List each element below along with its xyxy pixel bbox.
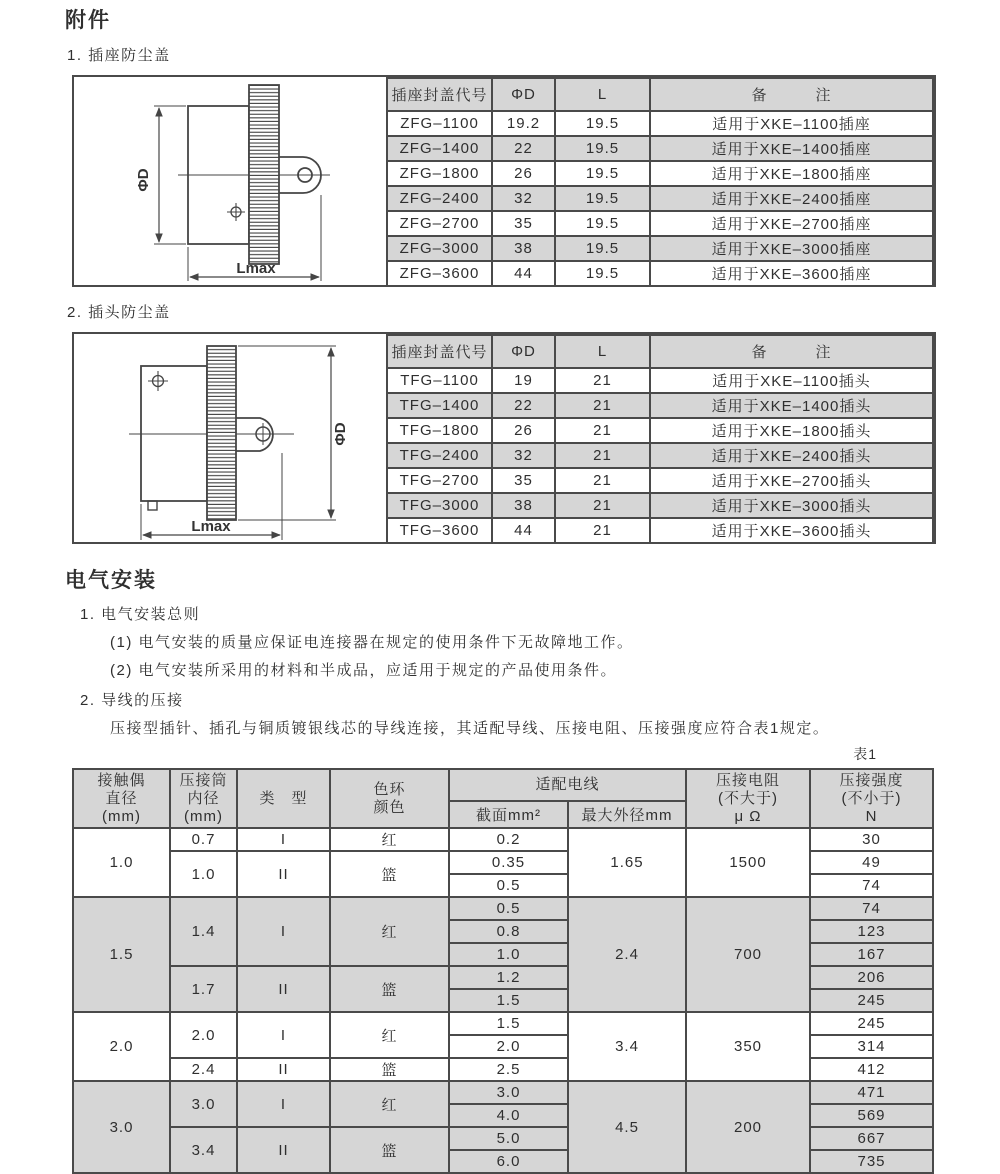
cell: 1500 — [686, 828, 810, 897]
cell: 0.2 — [449, 828, 568, 851]
header-cell: 备 注 — [650, 78, 933, 111]
cell: 19.5 — [555, 236, 650, 261]
cell: 19 — [492, 368, 555, 393]
cell: 2.0 — [170, 1012, 237, 1058]
cell: 4.0 — [449, 1104, 568, 1127]
cell: 1.5 — [449, 1012, 568, 1035]
cell: 1.0 — [73, 828, 170, 897]
cell: I — [237, 1012, 330, 1058]
cell: 适用于XKE–3000插座 — [650, 236, 933, 261]
cell: 44 — [492, 518, 555, 543]
table-row — [387, 236, 933, 261]
cell: 667 — [810, 1127, 933, 1150]
cell: 569 — [810, 1104, 933, 1127]
cell: II — [237, 966, 330, 1012]
header-cell: 压接电阻 (不大于) μ Ω — [686, 769, 810, 828]
cell: 0.8 — [449, 920, 568, 943]
cell: II — [237, 851, 330, 897]
socket-cover-table — [386, 77, 934, 287]
cell: 适用于XKE–1400插头 — [650, 393, 933, 418]
table-row — [387, 393, 933, 418]
cell: 适用于XKE–1100插座 — [650, 111, 933, 136]
cell: 0.35 — [449, 851, 568, 874]
socket-cover-drawing — [74, 77, 386, 285]
cell: 19.2 — [492, 111, 555, 136]
heading-plug-dust-cover: 2. 插头防尘盖 — [67, 304, 171, 321]
cell: 19.5 — [555, 161, 650, 186]
cell: 3.0 — [449, 1081, 568, 1104]
cell: 1.5 — [73, 897, 170, 1012]
header-cell: 最大外径mm — [568, 801, 686, 828]
header-row — [387, 335, 933, 368]
header-cell: ΦD — [492, 335, 555, 368]
crimp-spec-table — [72, 768, 934, 1174]
dim-label-lmax: Lmax — [236, 260, 276, 277]
cell: 19.5 — [555, 261, 650, 286]
header-cell: 接触偶 直径 (mm) — [73, 769, 170, 828]
cell: 适用于XKE–3600插座 — [650, 261, 933, 286]
dim-label-lmax: Lmax — [191, 518, 231, 535]
cell: 适用于XKE–2400插座 — [650, 186, 933, 211]
cell: 22 — [492, 136, 555, 161]
cell: 49 — [810, 851, 933, 874]
cell: ZFG–1400 — [387, 136, 492, 161]
page-title-electrical: 电气安装 — [65, 569, 157, 592]
table1-label: 表1 — [853, 746, 877, 762]
header-cell: 插座封盖代号 — [387, 78, 492, 111]
table-row — [387, 368, 933, 393]
cell: 35 — [492, 211, 555, 236]
cell: 700 — [686, 897, 810, 1012]
cell: 1.0 — [449, 943, 568, 966]
knurl-ring — [249, 85, 279, 264]
cell: 3.4 — [170, 1127, 237, 1173]
cell: 123 — [810, 920, 933, 943]
cell: 2.4 — [568, 897, 686, 1012]
cell: 红 — [330, 1012, 449, 1058]
cell: 200 — [686, 1081, 810, 1173]
header-cell: L — [555, 335, 650, 368]
cell: TFG–3600 — [387, 518, 492, 543]
cell: 21 — [555, 368, 650, 393]
cell: 篮 — [330, 966, 449, 1012]
table-row — [387, 136, 933, 161]
table-row — [387, 418, 933, 443]
page-title-accessories: 附件 — [65, 9, 111, 32]
cell: 红 — [330, 828, 449, 851]
cell: 21 — [555, 468, 650, 493]
cell: 4.5 — [568, 1081, 686, 1173]
table-row — [387, 493, 933, 518]
cell: 22 — [492, 393, 555, 418]
cell: 206 — [810, 966, 933, 989]
crosshair-icon — [148, 371, 168, 391]
table-row — [387, 111, 933, 136]
crimp-table-section — [72, 768, 1000, 1174]
cell: 1.2 — [449, 966, 568, 989]
wire-crimp-text: 压接型插针、插孔与铜质镀银线芯的导线连接，其适配导线、压接电阻、压接强度应符合表1规定。 — [110, 720, 830, 737]
cell: ZFG–3600 — [387, 261, 492, 286]
cell: 适用于XKE–2700插头 — [650, 468, 933, 493]
cell: ZFG–3000 — [387, 236, 492, 261]
heading-wire-crimp: 2. 导线的压接 — [80, 692, 184, 709]
cell: 篮 — [330, 1127, 449, 1173]
table-row — [387, 211, 933, 236]
cell: 3.0 — [170, 1081, 237, 1127]
cell: 红 — [330, 1081, 449, 1127]
cell: 32 — [492, 443, 555, 468]
install-rule-2: (2) 电气安装所采用的材料和半成品，应适用于规定的产品使用条件。 — [110, 662, 618, 679]
cell: TFG–2700 — [387, 468, 492, 493]
header-cell: 截面mm² — [449, 801, 568, 828]
cell: 2.5 — [449, 1058, 568, 1081]
cell: 471 — [810, 1081, 933, 1104]
heading-socket-dust-cover: 1. 插座防尘盖 — [67, 47, 171, 64]
cell: TFG–2400 — [387, 443, 492, 468]
cell: 适用于XKE–1100插头 — [650, 368, 933, 393]
cell: 19.5 — [555, 111, 650, 136]
cell: 412 — [810, 1058, 933, 1081]
cell: 3.4 — [568, 1012, 686, 1081]
cell: ZFG–1800 — [387, 161, 492, 186]
cell: 6.0 — [449, 1150, 568, 1173]
cell: 适用于XKE–1800插头 — [650, 418, 933, 443]
socket-cover-figure — [74, 77, 386, 285]
cell: 篮 — [330, 851, 449, 897]
crosshair-icon — [227, 203, 245, 221]
cell: 1.4 — [170, 897, 237, 966]
cell: 38 — [492, 493, 555, 518]
cell: 适用于XKE–3600插头 — [650, 518, 933, 543]
cell: TFG–1100 — [387, 368, 492, 393]
header-cell: 类 型 — [237, 769, 330, 828]
cell: 红 — [330, 897, 449, 966]
cell: 篮 — [330, 1058, 449, 1081]
cell: 26 — [492, 161, 555, 186]
cell: 0.7 — [170, 828, 237, 851]
header-row — [73, 769, 933, 801]
cell: II — [237, 1127, 330, 1173]
cell: 适用于XKE–3000插头 — [650, 493, 933, 518]
cell: 0.5 — [449, 874, 568, 897]
cell: 245 — [810, 989, 933, 1012]
cell: TFG–1400 — [387, 393, 492, 418]
cell: ZFG–1100 — [387, 111, 492, 136]
cell: 44 — [492, 261, 555, 286]
table-row — [73, 828, 933, 851]
cell: 适用于XKE–1800插座 — [650, 161, 933, 186]
cell: 2.4 — [170, 1058, 237, 1081]
cell: 适用于XKE–1400插座 — [650, 136, 933, 161]
plug-cover-drawing — [74, 334, 386, 542]
heading-install-rules: 1. 电气安装总则 — [80, 606, 201, 623]
cell: I — [237, 828, 330, 851]
plug-cover-table — [386, 334, 934, 544]
header-cell: 压接筒 内径 (mm) — [170, 769, 237, 828]
header-cell: 适配电线 — [449, 769, 686, 801]
header-cell: 色环 颜色 — [330, 769, 449, 828]
cell: 适用于XKE–2700插座 — [650, 211, 933, 236]
knurl-ring — [207, 346, 236, 520]
cell: 19.5 — [555, 211, 650, 236]
cell: 245 — [810, 1012, 933, 1035]
cell: 5.0 — [449, 1127, 568, 1150]
cell: 2.0 — [449, 1035, 568, 1058]
cell: ZFG–2700 — [387, 211, 492, 236]
header-row — [387, 78, 933, 111]
dim-label-phi-d: ΦD — [135, 168, 152, 192]
cell: 350 — [686, 1012, 810, 1081]
cell: I — [237, 897, 330, 966]
cell: 74 — [810, 897, 933, 920]
table-row — [387, 518, 933, 543]
cell: TFG–1800 — [387, 418, 492, 443]
cell: 21 — [555, 443, 650, 468]
header-cell: 备 注 — [650, 335, 933, 368]
table-row — [73, 1081, 933, 1104]
cell: 167 — [810, 943, 933, 966]
cell: 适用于XKE–2400插头 — [650, 443, 933, 468]
cell: 1.0 — [170, 851, 237, 897]
cell: I — [237, 1081, 330, 1127]
install-rule-1: (1) 电气安装的质量应保证电连接器在规定的使用条件下无故障地工作。 — [110, 634, 634, 651]
cell: 30 — [810, 828, 933, 851]
cell: 1.5 — [449, 989, 568, 1012]
socket-cover-panel — [72, 75, 936, 287]
cell: 1.65 — [568, 828, 686, 897]
header-cell: 压接强度 (不小于) N — [810, 769, 933, 828]
cell: II — [237, 1058, 330, 1081]
cell: 314 — [810, 1035, 933, 1058]
header-cell: 插座封盖代号 — [387, 335, 492, 368]
body-notch — [148, 501, 157, 510]
table-row — [387, 161, 933, 186]
table-row — [387, 443, 933, 468]
header-cell: ΦD — [492, 78, 555, 111]
cell: 3.0 — [73, 1081, 170, 1173]
cell: 19.5 — [555, 186, 650, 211]
cell: 38 — [492, 236, 555, 261]
cell: ZFG–2400 — [387, 186, 492, 211]
table-row — [387, 261, 933, 286]
table-row — [73, 897, 933, 920]
cell: 2.0 — [73, 1012, 170, 1081]
cell: 19.5 — [555, 136, 650, 161]
cell: 35 — [492, 468, 555, 493]
plug-cover-panel — [72, 332, 936, 544]
table-row — [387, 468, 933, 493]
dimension-phi-d — [238, 346, 349, 520]
cell: 21 — [555, 493, 650, 518]
cell: 21 — [555, 393, 650, 418]
cell: TFG–3000 — [387, 493, 492, 518]
header-cell: L — [555, 78, 650, 111]
table-row — [387, 186, 933, 211]
table-row — [73, 1012, 933, 1035]
plug-cover-figure — [74, 334, 386, 542]
cell: 21 — [555, 418, 650, 443]
cell: 1.7 — [170, 966, 237, 1012]
cell: 26 — [492, 418, 555, 443]
cell: 735 — [810, 1150, 933, 1173]
cell: 0.5 — [449, 897, 568, 920]
cell: 74 — [810, 874, 933, 897]
cell: 21 — [555, 518, 650, 543]
cell: 32 — [492, 186, 555, 211]
dim-label-phi-d: ΦD — [332, 422, 349, 446]
